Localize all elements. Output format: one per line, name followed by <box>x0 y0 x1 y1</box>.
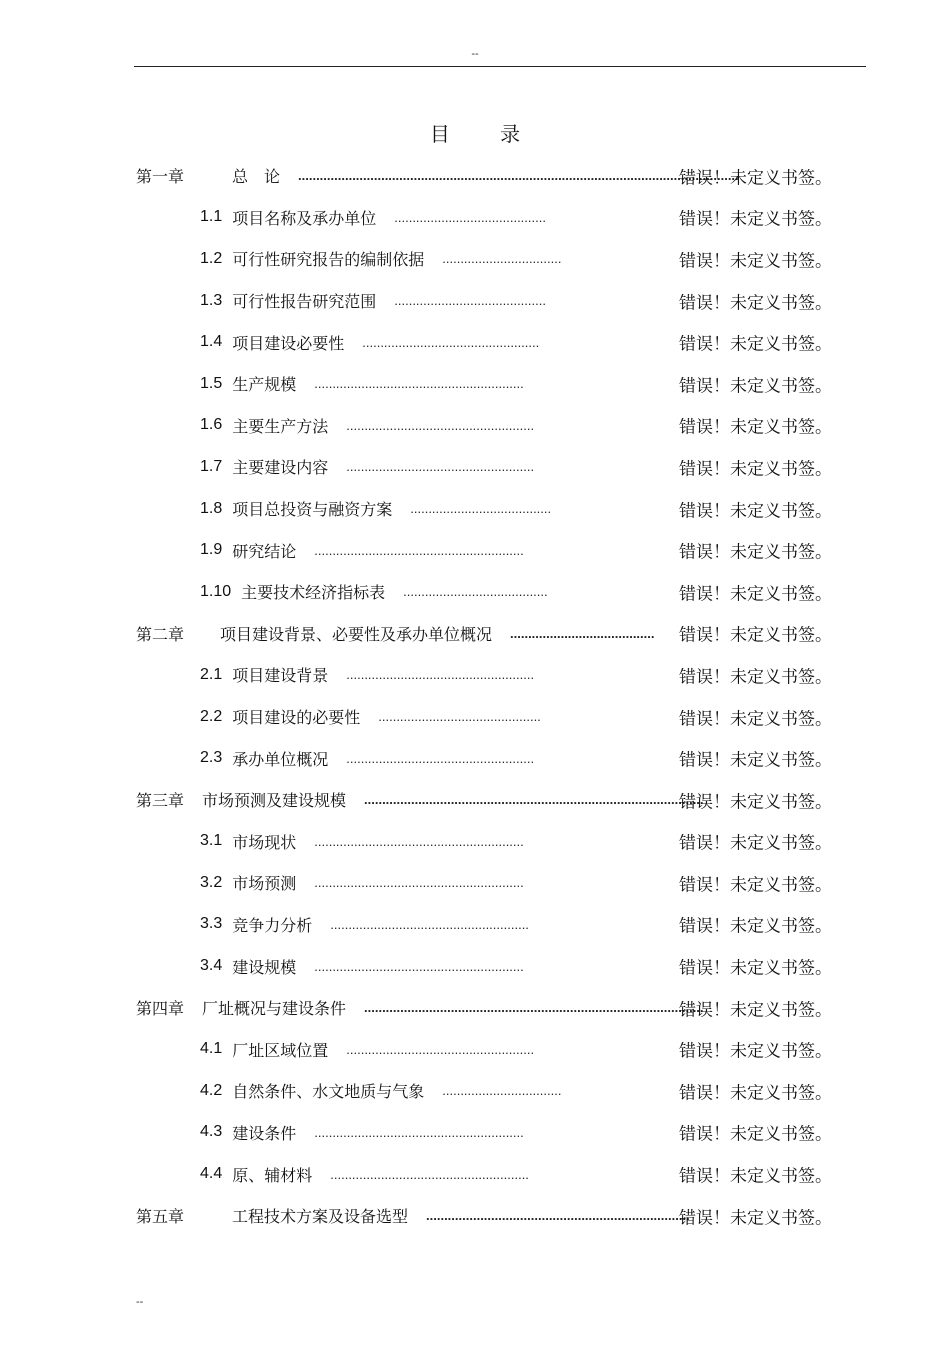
toc-dot-leader: .......................................... <box>394 209 546 225</box>
page-header-mark: -- <box>471 48 479 60</box>
toc-dot-leader: ................................. <box>442 1083 562 1099</box>
toc-entry-title: 市场预测及建设规模 <box>202 791 347 811</box>
toc-page-reference: 错误！未定义书签。 <box>679 501 832 522</box>
toc-section-number: 4.3 <box>200 1123 223 1141</box>
toc-page-reference: 错误！未定义书签。 <box>679 376 832 397</box>
toc-dot-leader: .......................................... <box>394 293 546 309</box>
toc-entry-title: 主要生产方法 <box>232 416 329 436</box>
toc-dot-leader: .............................................................................................. <box>364 792 704 808</box>
toc-entry-title: 厂址区域位置 <box>232 1040 329 1060</box>
toc-dot-leader: .......................................................... <box>314 376 524 392</box>
toc-dot-leader: ......................................................................... <box>426 1208 690 1224</box>
toc-entry-title: 承办单位概况 <box>232 749 329 769</box>
toc-section-row[interactable] <box>0 1112 950 1154</box>
toc-entry-title: 总 论 <box>232 167 281 187</box>
toc-section-number: 2.2 <box>200 707 223 725</box>
toc-page-reference: 错误！未定义书签。 <box>679 916 832 937</box>
toc-page-reference: 错误！未定义书签。 <box>679 958 832 979</box>
toc-dot-leader: .......................................................................................................................... <box>298 168 739 184</box>
toc-section-number: 1.8 <box>200 499 223 517</box>
toc-section-number: 4.1 <box>200 1040 223 1058</box>
toc-section-row[interactable] <box>0 529 950 571</box>
toc-dot-leader: ................................. <box>442 251 562 267</box>
toc-section-number: 3.1 <box>200 832 223 850</box>
toc-section-row[interactable] <box>0 654 950 696</box>
toc-page-reference: 错误！未定义书签。 <box>679 209 832 230</box>
toc-entry-title: 生产规模 <box>232 375 297 395</box>
toc-dot-leader: ....................................... <box>410 501 552 517</box>
toc-entry-title: 项目建设背景、必要性及承办单位概况 <box>220 624 493 644</box>
toc-page-reference: 错误！未定义书签。 <box>679 875 832 896</box>
toc-page-reference: 错误！未定义书签。 <box>679 1041 832 1062</box>
toc-chapter-row[interactable] <box>0 613 950 655</box>
toc-dot-leader: ........................................ <box>403 584 548 600</box>
toc-page-reference: 错误！未定义书签。 <box>679 168 832 189</box>
toc-entry-title: 建设规模 <box>232 957 297 977</box>
toc-entry-title: 项目建设的必要性 <box>232 708 361 728</box>
toc-dot-leader: ................................................. <box>362 334 540 350</box>
toc-section-number: 4.2 <box>200 1081 223 1099</box>
toc-section-number: 1.10 <box>200 582 232 600</box>
toc-section-number: 2.1 <box>200 665 223 683</box>
toc-chapter-row[interactable] <box>0 1195 950 1237</box>
toc-section-number: 4.4 <box>200 1165 223 1183</box>
toc-page-reference: 错误！未定义书签。 <box>679 667 832 688</box>
toc-page-reference: 错误！未定义书签。 <box>679 750 832 771</box>
toc-section-number: 1.1 <box>200 208 223 226</box>
toc-entry-title: 市场现状 <box>232 832 297 852</box>
toc-entry-title: 原、辅材料 <box>232 1165 313 1185</box>
toc-list <box>0 155 950 1236</box>
toc-chapter-row[interactable] <box>0 779 950 821</box>
header-rule <box>134 66 866 67</box>
toc-section-number: 3.3 <box>200 915 223 933</box>
toc-chapter-row[interactable] <box>0 987 950 1029</box>
toc-entry-title: 竞争力分析 <box>232 915 313 935</box>
toc-dot-leader: ....................................................... <box>330 1166 529 1182</box>
toc-section-number: 1.5 <box>200 374 223 392</box>
toc-page-reference: 错误！未定义书签。 <box>679 334 832 355</box>
toc-page-reference: 错误！未定义书签。 <box>679 417 832 438</box>
toc-chapter-label: 第五章 <box>136 1207 185 1227</box>
toc-section-number: 3.4 <box>200 957 223 975</box>
toc-section-row[interactable] <box>0 571 950 613</box>
toc-dot-leader: ............................................. <box>378 709 541 725</box>
toc-section-number: 1.4 <box>200 333 223 351</box>
page-footer-mark: -- <box>136 1296 144 1308</box>
toc-page-reference: 错误！未定义书签。 <box>679 542 832 563</box>
toc-section-number: 1.3 <box>200 291 223 309</box>
toc-page-reference: 错误！未定义书签。 <box>679 709 832 730</box>
toc-dot-leader: .......................................................... <box>314 875 524 891</box>
toc-dot-leader: .................................................... <box>346 667 535 683</box>
toc-chapter-row[interactable] <box>0 155 950 197</box>
toc-dot-leader: .................................................... <box>346 417 535 433</box>
toc-page-reference: 错误！未定义书签。 <box>679 1083 832 1104</box>
toc-section-number: 1.9 <box>200 541 223 559</box>
toc-section-row[interactable] <box>0 280 950 322</box>
toc-entry-title: 市场预测 <box>232 874 297 894</box>
toc-dot-leader: .......................................................... <box>314 542 524 558</box>
toc-dot-leader: .................................................... <box>346 1041 535 1057</box>
toc-section-row[interactable] <box>0 1028 950 1070</box>
toc-entry-title: 项目名称及承办单位 <box>232 208 377 228</box>
toc-section-number: 3.2 <box>200 873 223 891</box>
toc-chapter-label: 第一章 <box>136 167 185 187</box>
toc-section-row[interactable] <box>0 737 950 779</box>
toc-section-row[interactable] <box>0 1070 950 1112</box>
toc-section-row[interactable] <box>0 862 950 904</box>
toc-section-row[interactable] <box>0 696 950 738</box>
toc-dot-leader: .................................................... <box>346 750 535 766</box>
toc-dot-leader: .......................................................... <box>314 833 524 849</box>
toc-section-row[interactable] <box>0 821 950 863</box>
toc-entry-title: 自然条件、水文地质与气象 <box>232 1082 425 1102</box>
toc-entry-title: 可行性研究报告的编制依据 <box>232 250 425 270</box>
toc-section-row[interactable] <box>0 363 950 405</box>
toc-entry-title: 主要技术经济指标表 <box>241 583 386 603</box>
toc-dot-leader: .................................................... <box>346 459 535 475</box>
toc-section-row[interactable] <box>0 405 950 447</box>
toc-section-row[interactable] <box>0 197 950 239</box>
toc-entry-title: 项目建设背景 <box>232 666 329 686</box>
toc-entry-title: 主要建设内容 <box>232 458 329 478</box>
toc-page-reference: 错误！未定义书签。 <box>679 584 832 605</box>
toc-page-reference: 错误！未定义书签。 <box>679 293 832 314</box>
toc-entry-title: 研究结论 <box>232 541 297 561</box>
toc-dot-leader: .......................................................... <box>314 958 524 974</box>
toc-entry-title: 工程技术方案及设备选型 <box>232 1207 409 1227</box>
toc-page-reference: 错误！未定义书签。 <box>679 833 832 854</box>
toc-section-number: 1.2 <box>200 249 223 267</box>
toc-dot-leader: .......................................................... <box>314 1124 524 1140</box>
toc-entry-title: 建设条件 <box>232 1123 297 1143</box>
toc-section-number: 2.3 <box>200 749 223 767</box>
toc-section-row[interactable] <box>0 321 950 363</box>
toc-entry-title: 项目总投资与融资方案 <box>232 500 393 520</box>
toc-section-row[interactable] <box>0 238 950 280</box>
toc-section-row[interactable] <box>0 945 950 987</box>
toc-entry-title: 项目建设必要性 <box>232 333 345 353</box>
toc-entry-title: 厂址概况与建设条件 <box>202 999 347 1019</box>
toc-page-reference: 错误！未定义书签。 <box>679 1208 832 1229</box>
toc-entry-title: 可行性报告研究范围 <box>232 292 377 312</box>
toc-dot-leader: ....................................................... <box>330 916 529 932</box>
toc-dot-leader: .............................................................................................. <box>364 1000 704 1016</box>
toc-page-reference: 错误！未定义书签。 <box>679 792 832 813</box>
toc-page-reference: 错误！未定义书签。 <box>679 251 832 272</box>
toc-chapter-label: 第二章 <box>136 624 185 644</box>
toc-title: 目 录 <box>429 122 543 146</box>
toc-page-reference: 错误！未定义书签。 <box>679 1000 832 1021</box>
toc-section-row[interactable] <box>0 488 950 530</box>
toc-section-row[interactable] <box>0 1153 950 1195</box>
toc-page-reference: 错误！未定义书签。 <box>679 1124 832 1145</box>
toc-page-reference: 错误！未定义书签。 <box>679 625 832 646</box>
toc-dot-leader: ........................................ <box>510 625 655 641</box>
toc-chapter-label: 第三章 <box>136 791 185 811</box>
toc-page-reference: 错误！未定义书签。 <box>679 459 832 480</box>
toc-section-row[interactable] <box>0 904 950 946</box>
toc-section-number: 1.7 <box>200 457 223 475</box>
toc-section-row[interactable] <box>0 446 950 488</box>
toc-section-number: 1.6 <box>200 416 223 434</box>
toc-page-reference: 错误！未定义书签。 <box>679 1166 832 1187</box>
toc-chapter-label: 第四章 <box>136 999 185 1019</box>
